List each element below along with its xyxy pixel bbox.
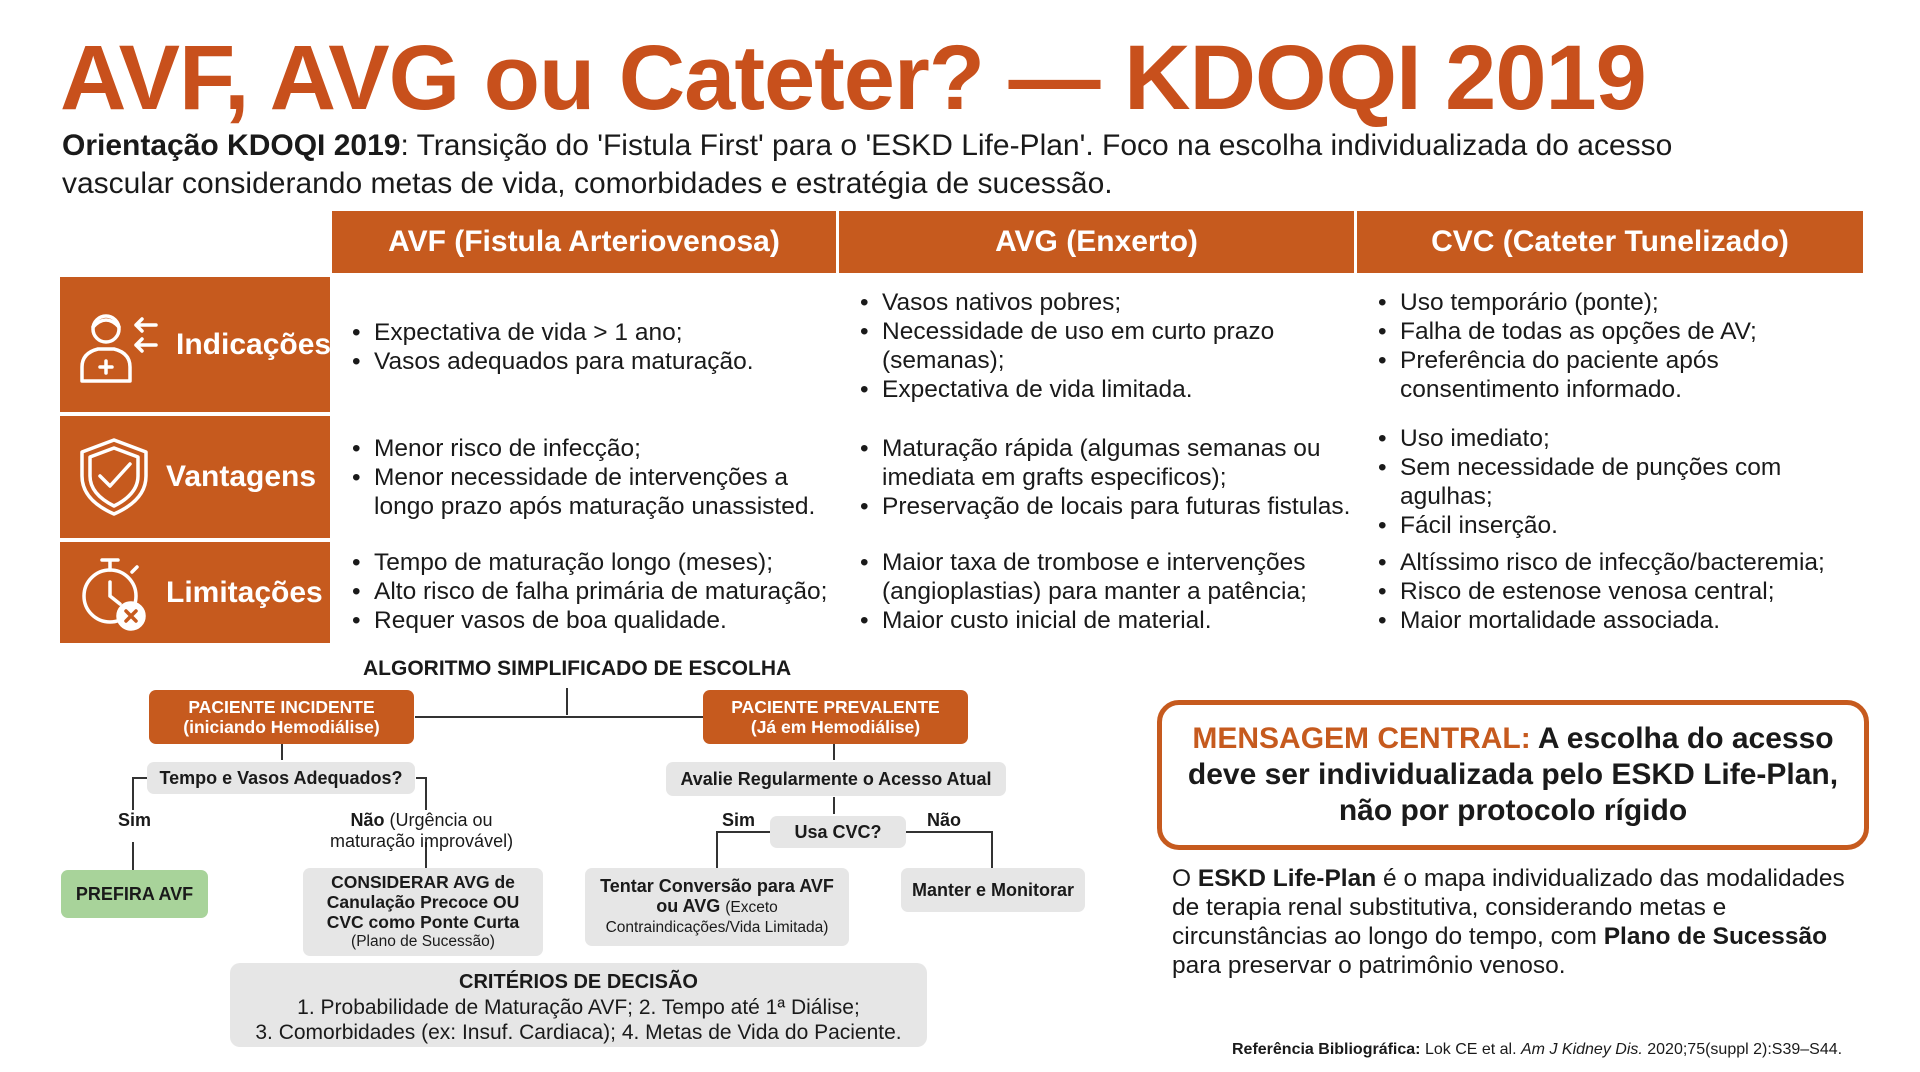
algorithm-title: ALGORITMO SIMPLIFICADO DE ESCOLHA bbox=[363, 657, 792, 680]
label-yes-cvc: Sim bbox=[722, 810, 756, 830]
lifeplan-text-2: é o mapa individualizado das modalidades de terapia renal substitutiva, considerando metas e circunstâncias ao longo do tempo, com bbox=[1172, 865, 1845, 950]
list-item: • Tempo de maturação longo (meses); bbox=[350, 548, 840, 577]
evaluate-access-box: Avalie Regularmente o Acesso Atual bbox=[666, 762, 1006, 796]
consider-line-2: Canulação Precoce OU bbox=[326, 892, 520, 912]
lifeplan-text-3: para preservar o patrimônio venoso. bbox=[1172, 952, 1566, 979]
list-item: • Expectativa de vida limitada. bbox=[858, 375, 1348, 404]
list-item: • Fácil inserção. bbox=[1376, 511, 1866, 540]
list-item: • Maior mortalidade associada. bbox=[1376, 606, 1876, 635]
label-yes: Sim bbox=[118, 810, 152, 830]
no-detail-line-1: (Urgência ou bbox=[389, 810, 493, 830]
list-item: • Necessidade de uso em curto prazo (semanas); bbox=[858, 317, 1348, 375]
consider-line-4: (Plano de Sucessão) bbox=[351, 933, 495, 950]
list-item: • Uso temporário (ponte); bbox=[1376, 288, 1866, 317]
subtitle-bold: Orientação KDOQI 2019 bbox=[62, 129, 401, 162]
prevalent-line-1: PACIENTE PREVALENTE bbox=[731, 697, 940, 717]
reference bbox=[1232, 1041, 1842, 1059]
reference-label: Referência Bibliográfica: bbox=[1232, 1041, 1421, 1058]
list-item: • Menor necessidade de intervenções a longo prazo após maturação unassisted. bbox=[350, 463, 830, 521]
criteria-title: CRITÉRIOS DE DECISÃO bbox=[459, 971, 698, 993]
column-header-avf: AVF (Fistula Arteriovenosa) bbox=[332, 211, 836, 273]
label-no: Não bbox=[350, 810, 385, 830]
list-item: • Risco de estenose venosa central; bbox=[1376, 577, 1876, 606]
list-item: • Maior custo inicial de material. bbox=[858, 606, 1348, 635]
list-item: • Alto risco de falha primária de maturação; bbox=[350, 577, 840, 606]
list-item: • Altíssimo risco de infecção/bacteremia; bbox=[1376, 548, 1876, 577]
consider-line-3: CVC como Ponte Curta bbox=[326, 912, 520, 932]
criteria-line-1: 1. Probabilidade de Maturação AVF; 2. Tempo até 1ª Diálise; bbox=[297, 996, 860, 1019]
column-header-cvc: CVC (Cateter Tunelizado) bbox=[1357, 211, 1863, 273]
row-label-indicacoes: Indicações bbox=[176, 327, 332, 361]
lifeplan-paragraph bbox=[1172, 864, 1872, 980]
list-item: • Expectativa de vida > 1 ano; bbox=[350, 318, 830, 347]
convert-small-1: (Exceto bbox=[725, 899, 778, 916]
maintain-monitor-box: Manter e Monitorar bbox=[901, 868, 1085, 912]
prefer-avf-box: PREFIRA AVF bbox=[61, 870, 208, 918]
convert-line-2-wrap bbox=[656, 896, 778, 918]
message-label: MENSAGEM CENTRAL: bbox=[1192, 722, 1531, 755]
message-line-1 bbox=[1192, 721, 1833, 757]
list-item: • Uso imediato; bbox=[1376, 424, 1866, 453]
list-item: • Requer vasos de boa qualidade. bbox=[350, 606, 840, 635]
incident-line-1: PACIENTE INCIDENTE bbox=[188, 697, 375, 717]
convert-line-2: ou AVG bbox=[656, 896, 721, 916]
row-label-vantagens: Vantagens bbox=[166, 460, 317, 493]
consider-avg-box bbox=[303, 868, 543, 956]
message-line-2: deve ser individualizada pelo ESKD Life-Plan, bbox=[1187, 758, 1839, 791]
label-no-detail bbox=[330, 810, 513, 852]
reference-citation: 2020;75(suppl 2):S39–S44. bbox=[1642, 1041, 1843, 1058]
list-item: • Sem necessidade de punções com agulhas; bbox=[1376, 453, 1866, 511]
question-vessels-box: Tempo e Vasos Adequados? bbox=[147, 762, 415, 794]
list-item: • Preservação de locais para futuras fistulas. bbox=[858, 492, 1353, 521]
convert-access-box bbox=[585, 868, 849, 946]
central-message-box bbox=[1157, 700, 1869, 850]
decision-criteria-box bbox=[230, 963, 927, 1047]
reference-authors: Lok CE et al. bbox=[1420, 1041, 1521, 1058]
convert-small-2: Contraindicações/Vida Limitada) bbox=[605, 919, 829, 936]
incident-line-2: (iniciando Hemodiálise) bbox=[183, 717, 380, 737]
label-no-cvc: Não bbox=[927, 810, 962, 830]
uses-cvc-box: Usa CVC? bbox=[770, 816, 906, 848]
lifeplan-bold-2: Plano de Sucessão bbox=[1603, 923, 1828, 950]
list-item: • Vasos nativos pobres; bbox=[858, 288, 1348, 317]
convert-line-1: Tentar Conversão para AVF bbox=[600, 876, 834, 896]
list-item: • Menor risco de infecção; bbox=[350, 434, 830, 463]
prevalent-patient-box bbox=[703, 690, 968, 744]
prevalent-line-2: (Já em Hemodiálise) bbox=[750, 717, 921, 737]
reference-journal: Am J Kidney Dis. bbox=[1521, 1041, 1643, 1058]
lifeplan-text-1: O bbox=[1172, 865, 1198, 892]
message-line-3: não por protocolo rígido bbox=[1338, 794, 1688, 827]
row-label-limitacoes: Limitações bbox=[166, 575, 323, 609]
subtitle-text: : Transição do 'Fistula First' para o 'ESKD Life-Plan'. Foco na escolha individualizada do acesso vascular considerando metas de vida, comorbidades e estratégia de sucessão. bbox=[62, 129, 1673, 200]
message-line-1-rest: A escolha do acesso bbox=[1530, 722, 1834, 755]
list-item: • Vasos adequados para maturação. bbox=[350, 347, 830, 376]
consider-line-1: CONSIDERAR AVG de bbox=[331, 872, 515, 892]
list-item: • Preferência do paciente após consentimento informado. bbox=[1376, 346, 1866, 404]
column-header-avg: AVG (Enxerto) bbox=[839, 211, 1354, 273]
list-item: • Falha de todas as opções de AV; bbox=[1376, 317, 1866, 346]
list-item: • Maturação rápida (algumas semanas ou imediata em grafts especificos); bbox=[858, 434, 1353, 492]
no-detail-line-2: maturação improvável) bbox=[330, 831, 514, 851]
incident-patient-box bbox=[149, 690, 414, 744]
list-item: • Maior taxa de trombose e intervenções (angioplastias) para manter a patência; bbox=[858, 548, 1348, 606]
page-title: AVF, AVG ou Cateter? — KDOQI 2019 bbox=[60, 27, 1646, 129]
criteria-line-2: 3. Comorbidades (ex: Insuf. Cardiaca); 4. Metas de Vida do Paciente. bbox=[255, 1021, 902, 1044]
lifeplan-bold-1: ESKD Life-Plan bbox=[1197, 865, 1377, 892]
